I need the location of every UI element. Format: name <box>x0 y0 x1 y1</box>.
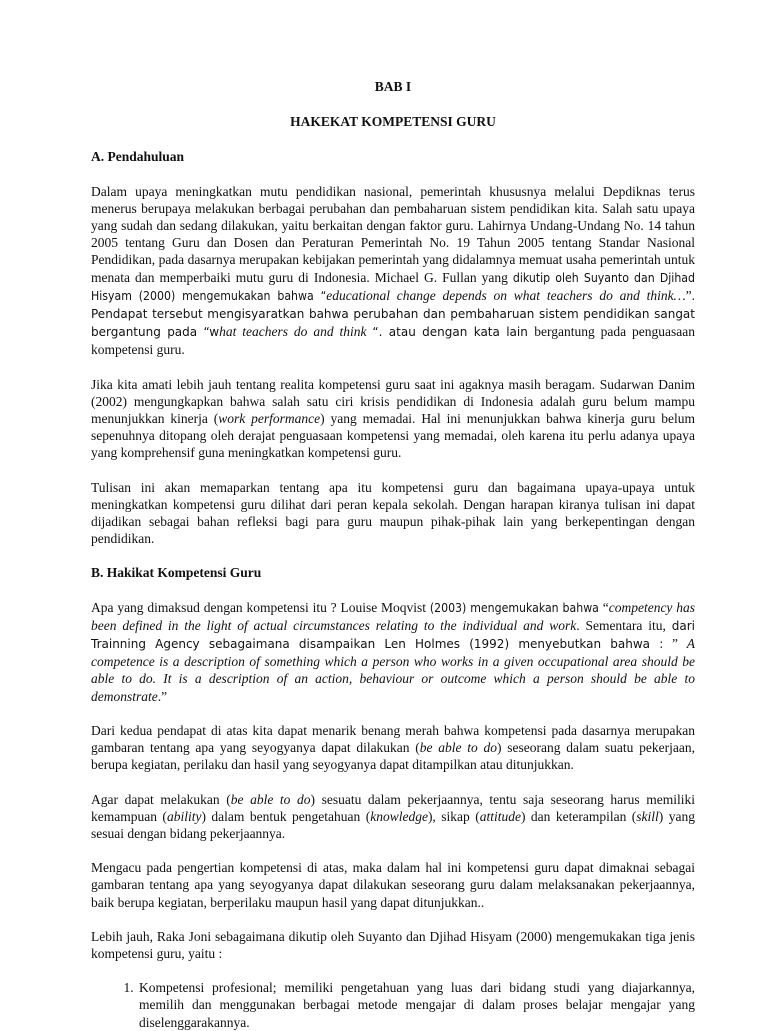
text-run: ) sesuatu dalam pekerjaannya, tentu saja seseorang harus memiliki kemampuan ( <box>91 791 695 824</box>
text-run: dari Trainning Agency sebagaimana disampaikan Len Holmes (1992) menyebutkan bahwa : <box>91 618 695 652</box>
text-run: . Sementara itu, <box>576 617 672 633</box>
term-run: be able to do <box>419 740 497 756</box>
term-run: skill <box>636 808 659 824</box>
text-run: .” <box>157 688 168 704</box>
chapter-title: HAKEKAT KOMPETENSI GURU <box>290 114 496 130</box>
section-b-heading: B. Hakikat Kompetensi Guru <box>91 565 262 581</box>
text-run: ) dan keterampilan ( <box>520 808 637 824</box>
section-b-paragraph-1 <box>91 599 695 705</box>
term-run: work performance <box>218 411 321 427</box>
text-run: “ <box>598 599 609 615</box>
text-run: ”. <box>685 287 695 303</box>
document-page <box>91 78 695 1031</box>
term-run: ability <box>166 808 202 824</box>
section-b-paragraph-5: Lebih jauh, Raka Joni sebagaimana dikutip oleh Suyanto dan Djihad Hisyam (2000) mengemukakan tiga jenis kompetensi guru, yaitu : <box>91 928 695 961</box>
competency-list <box>91 979 695 1031</box>
text-run: (2003) mengemukakan bahwa <box>429 600 599 615</box>
section-b-paragraph-2 <box>91 722 695 774</box>
section-b-paragraph-4: Mengacu pada pengertian kompetensi di atas, maka dalam hal ini kompetensi guru dapat dimaknai sebagai gambaran tentang apa yang seyogyanya dapat dilakukan seseorang guru dalam melaksanakan pekerjaannya, baik berupa kegiatan, berperilaku maupun hasil yang dapat ditunjukkan.. <box>91 860 695 910</box>
text-run: ) yang sesuai dengan bidang pekerjaannya. <box>91 808 695 841</box>
section-a-heading: A. Pendahuluan <box>91 149 185 165</box>
section-b-paragraph-3 <box>91 791 695 843</box>
section-a-paragraph-3: Tulisan ini akan memaparkan tentang apa itu kompetensi guru dan bagaimana upaya-upaya untuk meningkatkan kompetensi guru dilihat dari peran kepala sekolah. Dengan harapan kiranya tulisan ini dapat dijadikan sebagai bahan refleksi bagi para guru maupun pihak-pihak lain yang berkepentingan dengan pendidikan. <box>91 479 695 547</box>
term-run: be able to do <box>230 791 311 807</box>
text-run: Pendapat tersebut mengisyaratkan bahwa perubahan dan pembaharuan sistem pendidikan sangat bergantung pada “w <box>91 307 695 340</box>
term-run: attitude <box>479 808 521 824</box>
list-item: 1. Kompetensi profesional; memiliki pengetahuan yang luas dari bidang studi yang diajarkannya, memilih dan menggunakan berbagai metode mengajar di dalam proses belajar mengajar yang diselenggarakannya. <box>137 979 695 1031</box>
text-run: Dari kedua pendapat di atas kita dapat menarik benang merah bahwa kompetensi pada dasarnya merupakan gambaran tentang apa yang seyogyanya dapat dilakukan ( <box>91 722 695 756</box>
text-run: ” <box>663 636 687 652</box>
text-run: ) yang memadai. Hal ini menunjukkan bahwa kinerja guru belum sepenuhnya ditopang oleh derajat penguasaan kompetensi yang memadai, oleh karena itu perlu adanya upaya yang komprehensif guna meningkatkan kompetensi guru. <box>91 411 696 461</box>
term-run: knowledge <box>370 808 428 824</box>
quote-run: educational change depends on what teachers do and think… <box>326 287 686 303</box>
text-run: Dalam upaya meningkatkan mutu pendidikan nasional, pemerintah khususnya melalui Depdiknas terus menerus berupaya melakukan berbagai perubahan dan pembaharuan sistem pendidikan kita. Salah satu upaya yang sudah dan sedang dilakukan, yaitu berkaitan dengan faktor guru. Lahirnya Undang-Undang No. 14 tahun 2005 tentang Guru dan Dosen dan Peraturan Pemerintah No. 19 Tahun 2005 tentang Standar Nasional Pendidikan, pada dasarnya merupakan kebijakan pemerintah yang didalamnya memuat usaha pemerintah untuk menata dan memperbaiki mutu guru di Indonesia. Michael G. Fullan yang <box>91 183 695 285</box>
quote-run: competency has been defined in the light of actual circumstances relating to the individual and work <box>91 599 696 633</box>
quote-run: A competence is a description of something which a person who works in a given occupational area should be able to do. It is a description of an action, behaviour or outcome which a person should be able to demonstrate <box>91 636 695 704</box>
quote-run: hat teachers do and think <box>219 324 373 340</box>
section-a-paragraph-1 <box>91 183 695 359</box>
chapter-number: BAB I <box>374 79 412 94</box>
text-run: Apa yang dimaksud dengan kompetensi itu ? Louise Moqvist <box>91 599 430 615</box>
text-run: bergantung pada penguasaan kompetensi guru. <box>91 324 695 358</box>
text-run: dikutip oleh Suyanto dan Djihad Hisyam (2000) mengemukakan bahwa “ <box>91 270 695 303</box>
text-run: Agar dapat melakukan ( <box>91 791 231 807</box>
section-a-paragraph-2 <box>91 376 695 462</box>
text-run: “. atau dengan kata lain <box>372 325 535 340</box>
text-run: Jika kita amati lebih jauh tentang realita kompetensi guru saat ini agaknya masih beragam. Sudarwan Danim (2002) mengungkapkan bahwa salah satu ciri krisis pendidikan di Indonesia adalah guru belum mampu menunjukkan kinerja ( <box>91 376 695 427</box>
text-run: ) seseorang dalam suatu pekerjaan, berupa kegiatan, perilaku dan hasil yang seyogyanya dapat ditampilkan atau ditunjukkan. <box>91 740 695 773</box>
text-run: ), sikap ( <box>427 808 480 824</box>
text-run: ) dalam bentuk pengetahuan ( <box>201 808 371 824</box>
